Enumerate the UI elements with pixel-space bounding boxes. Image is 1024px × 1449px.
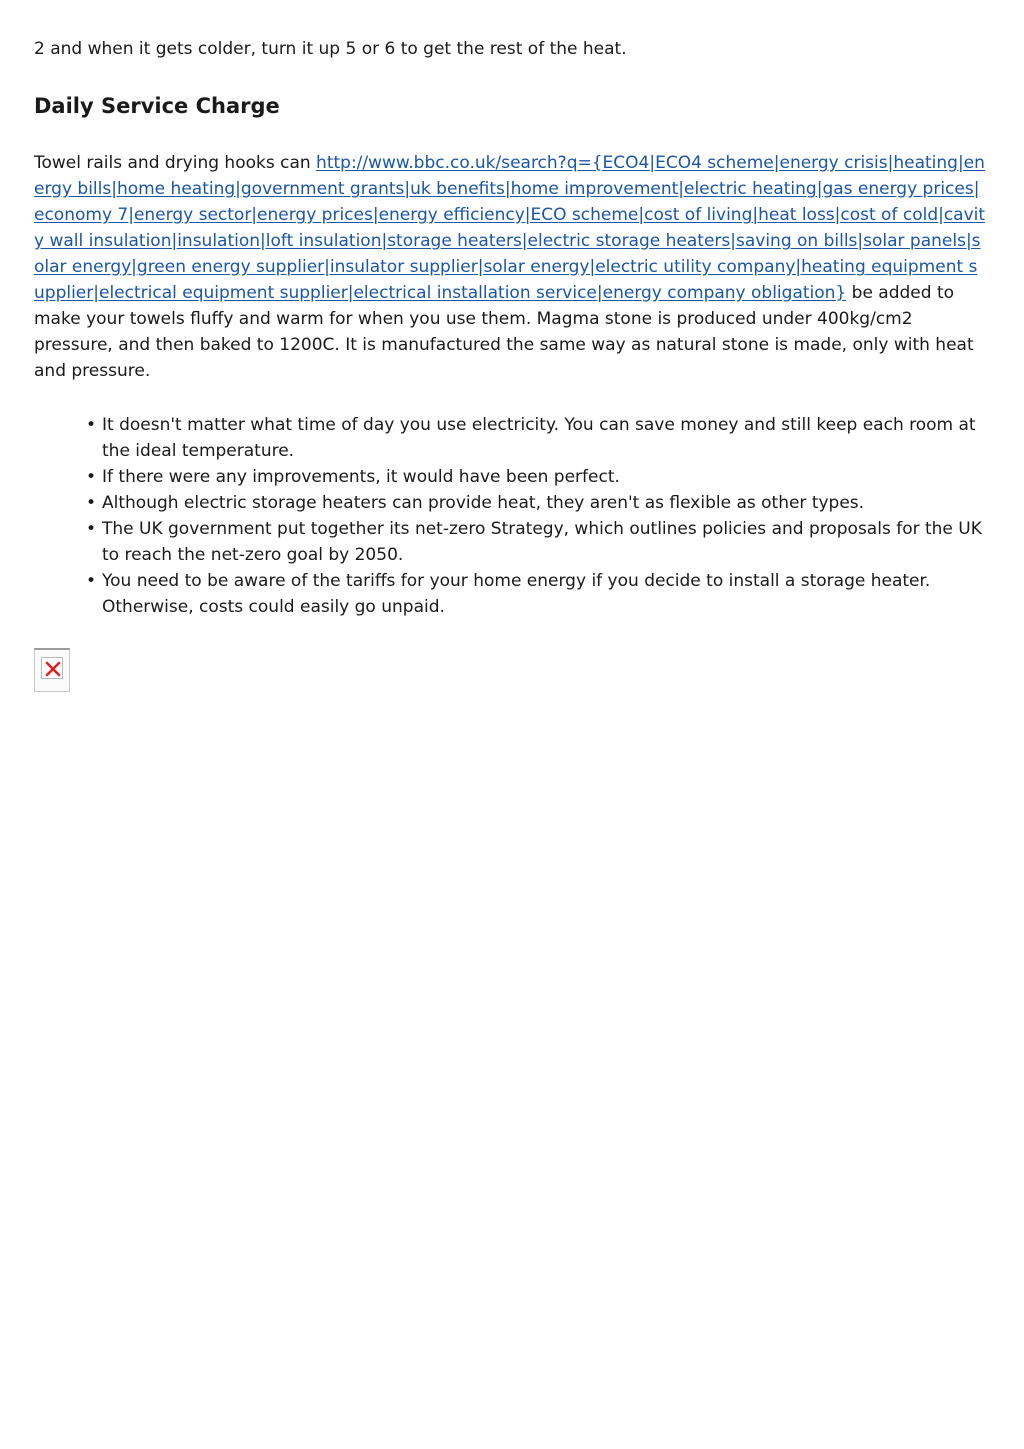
list-item-text: It doesn't matter what time of day you use electricity. You can save money and still keep each room at the ideal temperature.: [102, 415, 976, 461]
bullet-dot: •: [86, 467, 97, 487]
intro-paragraph: 2 and when it gets colder, turn it up 5 or 6 to get the rest of the heat.: [34, 39, 627, 59]
bullet-list: [34, 412, 986, 620]
list-item: [86, 516, 986, 568]
document-page: [34, 36, 986, 620]
bullet-dot: •: [86, 571, 97, 591]
bullet-dot: •: [86, 415, 97, 435]
list-item: [86, 464, 986, 490]
list-item-text: The UK government put together its net-zero Strategy, which outlines policies and proposals for the UK to reach the net-zero goal by 2050.: [102, 519, 982, 565]
bbc-search-link[interactable]: http://www.bbc.co.uk/search?q={ECO4|ECO4 scheme|energy crisis|heating|energy bills|home heating|government grants|uk benefits|home improvement|electric heating|gas energy prices|economy 7|energy sector|energy prices|energy efficiency|ECO scheme|cost of living|heat loss|cost of cold|cavity wall insulation|insulation|loft insulation|storage heaters|electric storage heaters|saving on bills|solar panels|solar energy|green energy supplier|insulator supplier|solar energy|electric utility company|heating equipment supplier|electrical equipment supplier|electrical installation service|energy company obligation}: [34, 153, 986, 303]
broken-image-frame: [41, 657, 63, 679]
list-item-text: Although electric storage heaters can provide heat, they aren't as flexible as other types.: [102, 493, 865, 513]
body-lead-text: Towel rails and drying hooks can: [34, 153, 317, 173]
list-item: [86, 568, 986, 620]
list-item: [86, 490, 986, 516]
list-item-text: If there were any improvements, it would have been perfect.: [102, 467, 620, 487]
section-heading: Daily Service Charge: [34, 94, 280, 118]
bullet-dot: •: [86, 493, 97, 513]
broken-image-icon: [34, 648, 70, 692]
bullet-dot: •: [86, 519, 97, 539]
close-x-icon: [45, 661, 61, 677]
body-paragraph: [34, 150, 986, 384]
list-item: [86, 412, 986, 464]
list-item-text: You need to be aware of the tariffs for your home energy if you decide to install a storage heater. Otherwise, costs could easily go unpaid.: [102, 571, 931, 617]
body-trail-text: be added to make your towels fluffy and warm for when you use them. Magma stone is produced under 400kg/cm2 pressure, and then baked to 1200C. It is manufactured the same way as natural stone is made, only with heat and pressure.: [34, 283, 974, 381]
